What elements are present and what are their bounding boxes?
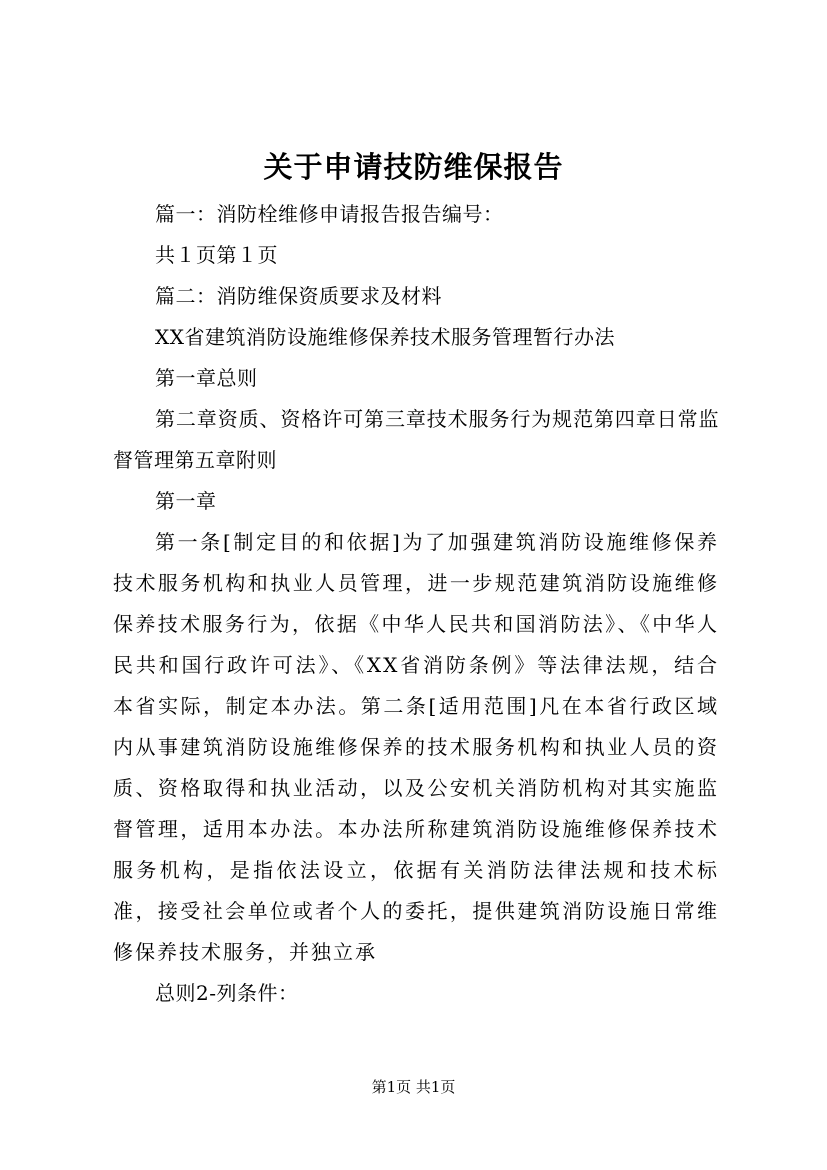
paragraph-chapter-one-general: 第一章总则 — [155, 366, 258, 390]
paragraph-regulation-title: XX省建筑消防设施维修保养技术服务管理暂行办法 — [155, 325, 615, 349]
page-footer: 第1页 共1页 — [371, 1078, 456, 1096]
paragraph-page-count: 共１页第１页 — [155, 243, 278, 267]
paragraph-section-two-heading: 篇二：消防维保资质要求及材料 — [155, 284, 442, 308]
paragraph-chapter-list: 第二章资质、资格许可第三章技术服务行为规范第四章日常监督管理第五章附则 — [113, 407, 719, 472]
paragraph-section-one-heading: 篇一：消防栓维修申请报告报告编号： — [155, 202, 504, 226]
document-title: 关于申请技防维保报告 — [263, 150, 564, 184]
paragraph-conditions: 总则2-列条件： — [155, 981, 299, 1005]
paragraph-article-body: 第一条[制定目的和依据]为了加强建筑消防设施维修保养技术服务机构和执业人员管理，进一步规范建筑消防设施维修保养技术服务行为，依据《中华人民共和国消防法》、《中华人民共和国行政许可法》、《XX省消防条例》等法律法规，结合本省实际，制定本办法。第二条[适用范围]凡在本省行政区域内从事建筑消防设施维修保养的技术服务机构和执业人员的资质、资格取得和执业活动，以及公安机关消防机构对其实施监督管理，适用本办法。本办法所称建筑消防设施维修保养技术服务机构，是指依法设立，依据有关消防法律法规和技术标准，接受社会单位或者个人的委托，提供建筑消防设施日常维修保养技术服务，并独立承 — [113, 530, 719, 964]
document-body — [113, 194, 719, 1014]
paragraph-chapter-one: 第一章 — [155, 489, 217, 513]
